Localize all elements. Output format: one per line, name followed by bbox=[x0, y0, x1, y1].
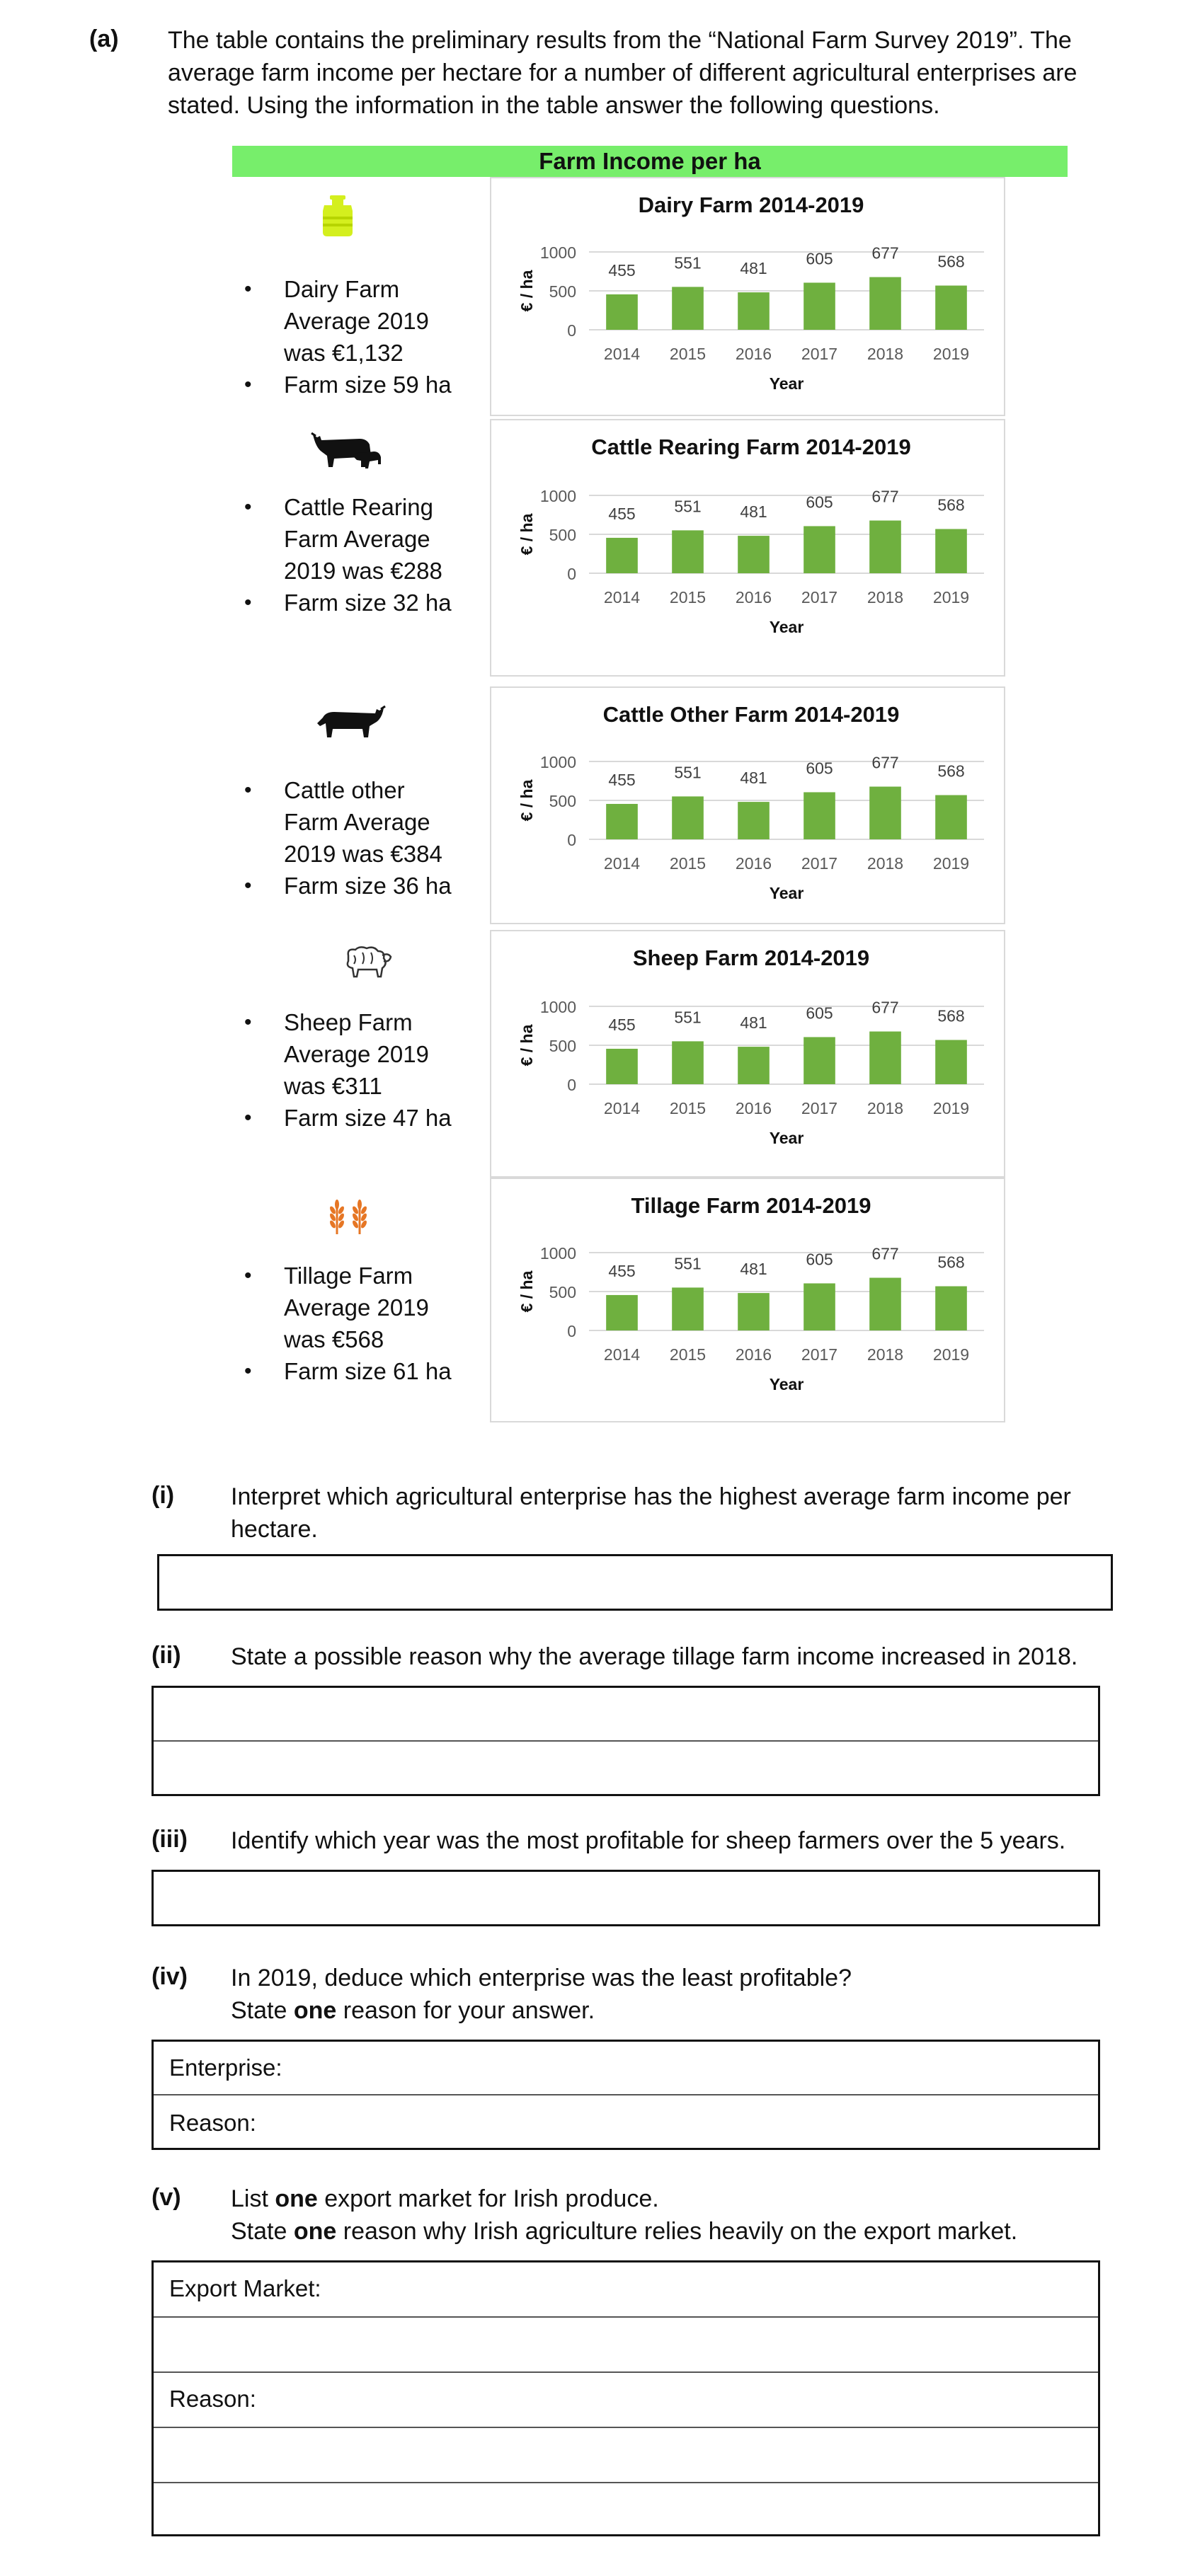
y-tick-label: 500 bbox=[549, 282, 576, 301]
x-tick-label: 2016 bbox=[735, 588, 772, 606]
bar bbox=[606, 538, 638, 573]
bar bbox=[869, 1278, 901, 1330]
data-label: 605 bbox=[806, 1004, 833, 1023]
x-tick-label: 2015 bbox=[669, 854, 707, 873]
x-tick-label: 2016 bbox=[735, 345, 772, 363]
y-axis-label: € / ha bbox=[518, 1024, 536, 1066]
list-item: • Tillage Farm Average 2019 was €568 bbox=[244, 1260, 452, 1355]
bar bbox=[935, 1040, 967, 1084]
data-label: 605 bbox=[806, 1250, 833, 1269]
x-tick-label: 2018 bbox=[867, 854, 904, 873]
sheep-icon bbox=[338, 945, 392, 983]
x-tick-label: 2019 bbox=[932, 588, 970, 606]
chart-title: Sheep Farm 2014-2019 bbox=[632, 945, 870, 970]
dairy-chart bbox=[490, 177, 1005, 416]
bar bbox=[738, 1293, 770, 1330]
y-tick-label: 0 bbox=[567, 321, 576, 340]
x-tick-label: 2016 bbox=[735, 854, 772, 873]
x-tick-label: 2015 bbox=[669, 588, 707, 606]
list-item: • Farm size 32 ha bbox=[244, 587, 452, 619]
data-label: 568 bbox=[937, 495, 965, 514]
cattle-other-bullets bbox=[244, 774, 452, 902]
data-label: 455 bbox=[608, 770, 636, 789]
answer-label: Reason: bbox=[169, 2386, 256, 2412]
question-line: Interpret which agricultural enterprise has the highest average farm income per bbox=[231, 1483, 1071, 1510]
bar bbox=[606, 804, 638, 839]
data-label: 455 bbox=[608, 1015, 636, 1034]
bar bbox=[606, 1049, 638, 1084]
bar bbox=[869, 521, 901, 573]
data-label: 481 bbox=[740, 259, 767, 278]
chart-title: Cattle Rearing Farm 2014-2019 bbox=[591, 435, 911, 459]
cattle-rearing-bullets bbox=[244, 491, 452, 619]
answer-divider bbox=[154, 2316, 1098, 2318]
data-label: 455 bbox=[608, 260, 636, 280]
data-label: 481 bbox=[740, 769, 767, 788]
intro-line: average farm income per hectare for a number of different agricultural enterprises are bbox=[168, 59, 1077, 86]
bar bbox=[672, 530, 704, 573]
x-tick-label: 2017 bbox=[801, 1345, 838, 1364]
x-tick-label: 2019 bbox=[932, 1099, 970, 1117]
y-tick-label: 0 bbox=[567, 1076, 576, 1094]
question-text bbox=[231, 2183, 1116, 2248]
y-tick-label: 1000 bbox=[539, 998, 576, 1016]
y-axis-label: € / ha bbox=[518, 779, 536, 822]
y-axis-label: € / ha bbox=[518, 513, 536, 556]
x-tick-label: 2018 bbox=[867, 345, 904, 363]
list-item: • Cattle other Farm Average 2019 was €384 bbox=[244, 774, 452, 870]
data-label: 568 bbox=[937, 761, 965, 781]
x-tick-label: 2015 bbox=[669, 1099, 707, 1117]
x-axis-label: Year bbox=[769, 1375, 804, 1393]
x-tick-label: 2017 bbox=[801, 854, 838, 873]
y-tick-label: 500 bbox=[549, 1037, 576, 1055]
bar bbox=[869, 1032, 901, 1084]
cow-and-calf-icon bbox=[310, 430, 384, 473]
bar bbox=[869, 277, 901, 330]
x-tick-label: 2016 bbox=[735, 1099, 772, 1117]
y-tick-label: 0 bbox=[567, 565, 576, 583]
question-number: (iii) bbox=[151, 1826, 188, 1853]
question-number: (i) bbox=[151, 1482, 175, 1509]
answer-box[interactable] bbox=[157, 1554, 1113, 1611]
data-label: 481 bbox=[740, 1013, 767, 1033]
sheep-bullets bbox=[244, 1006, 452, 1134]
data-label: 568 bbox=[937, 1006, 965, 1025]
question-line: In 2019, deduce which enterprise was the least profitable? bbox=[231, 1965, 852, 1991]
bar bbox=[738, 292, 770, 330]
chart-title: Dairy Farm 2014-2019 bbox=[638, 192, 864, 217]
bar bbox=[738, 802, 770, 839]
y-tick-label: 0 bbox=[567, 1322, 576, 1340]
question-text bbox=[231, 1640, 1116, 1673]
question-number: (iv) bbox=[151, 1963, 188, 1990]
x-tick-label: 2014 bbox=[603, 1345, 641, 1364]
data-label: 568 bbox=[937, 1253, 965, 1272]
y-tick-label: 500 bbox=[549, 526, 576, 544]
bar bbox=[935, 795, 967, 839]
answer-box[interactable] bbox=[151, 2040, 1100, 2150]
data-label: 677 bbox=[871, 753, 899, 772]
question-line: State one reason why Irish agriculture relies heavily on the export market. bbox=[231, 2218, 1018, 2245]
x-tick-label: 2015 bbox=[669, 345, 707, 363]
data-label: 677 bbox=[871, 998, 899, 1017]
x-tick-label: 2015 bbox=[669, 1345, 707, 1364]
bar bbox=[804, 526, 835, 573]
part-label: (a) bbox=[89, 25, 119, 52]
list-item: • Farm size 59 ha bbox=[244, 369, 452, 401]
y-tick-label: 1000 bbox=[539, 753, 576, 771]
data-label: 481 bbox=[740, 502, 767, 522]
x-tick-label: 2019 bbox=[932, 854, 970, 873]
x-axis-label: Year bbox=[769, 618, 804, 636]
question-text bbox=[231, 1962, 1116, 2027]
data-label: 605 bbox=[806, 493, 833, 512]
question-line: Identify which year was the most profitable for sheep farmers over the 5 years. bbox=[231, 1827, 1066, 1854]
y-tick-label: 1000 bbox=[539, 487, 576, 505]
intro-line: The table contains the preliminary results from the “National Farm Survey 2019”. The bbox=[168, 27, 1072, 54]
y-axis-label: € / ha bbox=[518, 270, 536, 312]
cattle-rearing-chart bbox=[490, 419, 1005, 677]
x-tick-label: 2017 bbox=[801, 588, 838, 606]
chart-title: Cattle Other Farm 2014-2019 bbox=[602, 702, 900, 727]
x-tick-label: 2017 bbox=[801, 345, 838, 363]
data-label: 677 bbox=[871, 243, 899, 263]
answer-divider bbox=[154, 2482, 1098, 2483]
x-axis-label: Year bbox=[769, 1129, 804, 1147]
question-text bbox=[231, 1480, 1116, 1546]
x-tick-label: 2014 bbox=[603, 1099, 641, 1117]
data-label: 455 bbox=[608, 1261, 636, 1280]
y-tick-label: 1000 bbox=[539, 1244, 576, 1263]
tillage-bullets bbox=[244, 1260, 452, 1387]
chart-title: Tillage Farm 2014-2019 bbox=[631, 1193, 871, 1218]
bar bbox=[935, 286, 967, 330]
data-label: 677 bbox=[871, 487, 899, 506]
bar bbox=[935, 529, 967, 573]
question-line: List one export market for Irish produce. bbox=[231, 2185, 659, 2212]
bar bbox=[804, 1283, 835, 1330]
list-item: • Farm size 61 ha bbox=[244, 1355, 452, 1387]
x-tick-label: 2019 bbox=[932, 1345, 970, 1364]
intro-line: stated. Using the information in the table answer the following questions. bbox=[168, 92, 940, 119]
answer-label: Enterprise: bbox=[169, 2054, 282, 2081]
answer-box[interactable] bbox=[151, 1870, 1100, 1926]
x-tick-label: 2018 bbox=[867, 588, 904, 606]
answer-label: Export Market: bbox=[169, 2275, 321, 2301]
question-number: (ii) bbox=[151, 1642, 181, 1669]
answer-label: Reason: bbox=[169, 2110, 256, 2136]
wheat-icon bbox=[327, 1199, 372, 1238]
sheep-chart bbox=[490, 930, 1005, 1178]
answer-box[interactable] bbox=[151, 2260, 1100, 2536]
bar bbox=[672, 1041, 704, 1084]
question-line: hectare. bbox=[231, 1516, 318, 1543]
question-line: State a possible reason why the average tillage farm income increased in 2018. bbox=[231, 1643, 1078, 1670]
data-label: 605 bbox=[806, 249, 833, 268]
answer-divider bbox=[154, 2371, 1098, 2373]
list-item: • Cattle Rearing Farm Average 2019 was €288 bbox=[244, 491, 452, 587]
bar bbox=[804, 282, 835, 330]
bar bbox=[606, 1295, 638, 1330]
x-tick-label: 2014 bbox=[603, 854, 641, 873]
bar bbox=[672, 1287, 704, 1330]
y-axis-label: € / ha bbox=[518, 1270, 536, 1313]
bar bbox=[672, 287, 704, 330]
list-item: • Farm size 36 ha bbox=[244, 870, 452, 902]
tillage-chart bbox=[490, 1178, 1005, 1422]
x-tick-label: 2014 bbox=[603, 345, 641, 363]
answer-divider bbox=[154, 2094, 1098, 2095]
y-tick-label: 500 bbox=[549, 792, 576, 810]
data-label: 551 bbox=[674, 497, 702, 516]
dairy-bullets bbox=[244, 273, 452, 401]
answer-divider bbox=[154, 1740, 1098, 1742]
bar bbox=[672, 796, 704, 839]
bar bbox=[738, 1047, 770, 1084]
list-item: • Farm size 47 ha bbox=[244, 1102, 452, 1134]
data-label: 551 bbox=[674, 1254, 702, 1273]
list-item: • Sheep Farm Average 2019 was €311 bbox=[244, 1006, 452, 1102]
bar bbox=[804, 792, 835, 839]
cow-icon bbox=[313, 702, 388, 742]
data-label: 605 bbox=[806, 759, 833, 778]
question-number: (v) bbox=[151, 2184, 181, 2211]
x-tick-label: 2018 bbox=[867, 1345, 904, 1364]
y-tick-label: 1000 bbox=[539, 243, 576, 262]
list-item: • Dairy Farm Average 2019 was €1,132 bbox=[244, 273, 452, 369]
y-tick-label: 0 bbox=[567, 831, 576, 849]
y-tick-label: 500 bbox=[549, 1283, 576, 1301]
table-header: Farm Income per ha bbox=[232, 146, 1068, 177]
data-label: 551 bbox=[674, 253, 702, 272]
x-tick-label: 2018 bbox=[867, 1099, 904, 1117]
bar bbox=[935, 1287, 967, 1330]
data-label: 551 bbox=[674, 763, 702, 782]
x-tick-label: 2016 bbox=[735, 1345, 772, 1364]
x-axis-label: Year bbox=[769, 374, 804, 393]
bar bbox=[804, 1037, 835, 1084]
x-axis-label: Year bbox=[769, 884, 804, 902]
bar bbox=[606, 294, 638, 330]
data-label: 568 bbox=[937, 252, 965, 271]
answer-divider bbox=[154, 2427, 1098, 2428]
part-intro bbox=[168, 24, 1077, 122]
data-label: 551 bbox=[674, 1008, 702, 1027]
question-line: State one reason for your answer. bbox=[231, 1997, 595, 2024]
cattle-other-chart bbox=[490, 686, 1005, 924]
milk-churn-icon bbox=[320, 195, 355, 240]
bar bbox=[738, 536, 770, 573]
data-label: 481 bbox=[740, 1260, 767, 1279]
x-tick-label: 2017 bbox=[801, 1099, 838, 1117]
data-label: 455 bbox=[608, 504, 636, 523]
answer-box[interactable] bbox=[151, 1686, 1100, 1796]
x-tick-label: 2014 bbox=[603, 588, 641, 606]
question-text bbox=[231, 1824, 1116, 1857]
x-tick-label: 2019 bbox=[932, 345, 970, 363]
data-label: 677 bbox=[871, 1244, 899, 1263]
bar bbox=[869, 787, 901, 839]
